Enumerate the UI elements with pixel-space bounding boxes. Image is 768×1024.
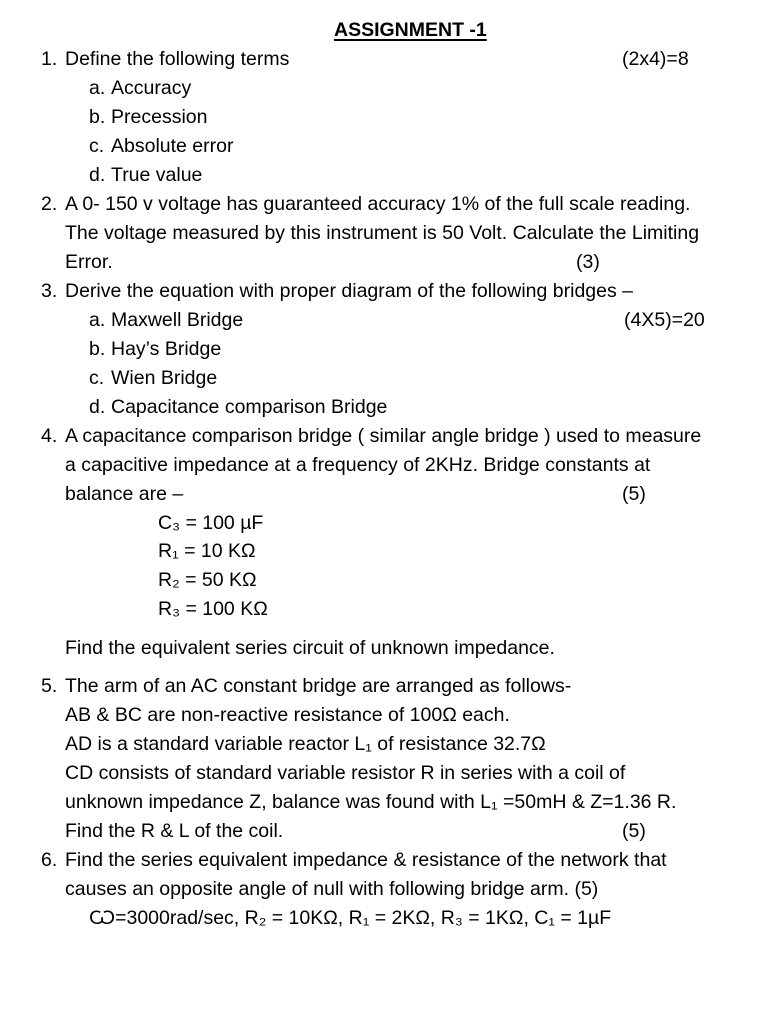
q3-item-c-text: Wien Bridge: [111, 367, 218, 389]
q4-find: Find the equivalent series circuit of unknown impedance.: [65, 637, 555, 659]
q6-line-3: Ѡ=3000rad/sec, R₂ = 10KΩ, R₁ = 2KΩ, R₃ = 1KΩ, C₁ = 1µF: [89, 907, 612, 929]
q4-constant-c3: C₃ = 100 µF: [158, 512, 264, 534]
q3-marks: (4X5)=20: [624, 309, 705, 331]
q4-line-2: a capacitive impedance at a frequency of 2KHz. Bridge constants at: [65, 454, 651, 476]
q3-number: 3.: [41, 280, 58, 302]
q1-text: Define the following terms: [65, 48, 290, 70]
q2-line-1: A 0- 150 v voltage has guaranteed accuracy 1% of the full scale reading.: [65, 193, 691, 215]
q3-item-d-label: d.: [89, 396, 106, 418]
q4-constant-r2: R₂ = 50 KΩ: [158, 569, 257, 591]
q5-line-1: The arm of an AC constant bridge are arranged as follows-: [65, 675, 572, 697]
q1-item-c-label: c.: [89, 135, 105, 157]
page-title: ASSIGNMENT -1: [334, 19, 487, 41]
q3-item-a-label: a.: [89, 309, 106, 331]
q3-item-a-text: Maxwell Bridge: [111, 309, 244, 331]
q4-line-1: A capacitance comparison bridge ( similar angle bridge ) used to measure: [65, 425, 702, 447]
q6-line-1: Find the series equivalent impedance & resistance of the network that: [65, 849, 667, 871]
q4-number: 4.: [41, 425, 58, 447]
q1-item-d-label: d.: [89, 164, 106, 186]
q6-number: 6.: [41, 849, 58, 871]
q4-constant-r1: R₁ = 10 KΩ: [158, 540, 256, 562]
q5-line-2: AB & BC are non-reactive resistance of 100Ω each.: [65, 704, 510, 726]
q3-item-c-label: c.: [89, 367, 105, 389]
q1-item-b-text: Precession: [111, 106, 208, 128]
q4-marks: (5): [622, 483, 646, 505]
q6-line-2: causes an opposite angle of null with following bridge arm. (5): [65, 878, 599, 900]
q1-item-b-label: b.: [89, 106, 106, 128]
q2-number: 2.: [41, 193, 58, 215]
q5-line-3: AD is a standard variable reactor L₁ of resistance 32.7Ω: [65, 733, 546, 755]
q3-item-b-label: b.: [89, 338, 106, 360]
q1-marks: (2x4)=8: [622, 48, 689, 70]
q4-constant-r3: R₃ = 100 KΩ: [158, 598, 268, 620]
q5-marks: (5): [622, 820, 646, 842]
q2-line-3: Error.: [65, 251, 113, 273]
q3-item-b-text: Hay’s Bridge: [111, 338, 222, 360]
q5-line-6: Find the R & L of the coil.: [65, 820, 284, 842]
q5-line-5: unknown impedance Z, balance was found with L₁ =50mH & Z=1.36 R.: [65, 791, 677, 813]
q4-line-3: balance are –: [65, 483, 184, 505]
q1-item-c-text: Absolute error: [111, 135, 234, 157]
q1-number: 1.: [41, 48, 58, 70]
q2-marks: (3): [576, 251, 600, 273]
q3-text: Derive the equation with proper diagram of the following bridges –: [65, 280, 633, 302]
q2-line-2: The voltage measured by this instrument is 50 Volt. Calculate the Limiting: [65, 222, 700, 244]
q1-item-a-text: Accuracy: [111, 77, 192, 99]
q5-number: 5.: [41, 675, 58, 697]
q5-line-4: CD consists of standard variable resistor R in series with a coil of: [65, 762, 626, 784]
q3-item-d-text: Capacitance comparison Bridge: [111, 396, 388, 418]
q1-item-a-label: a.: [89, 77, 106, 99]
q1-item-d-text: True value: [111, 164, 203, 186]
